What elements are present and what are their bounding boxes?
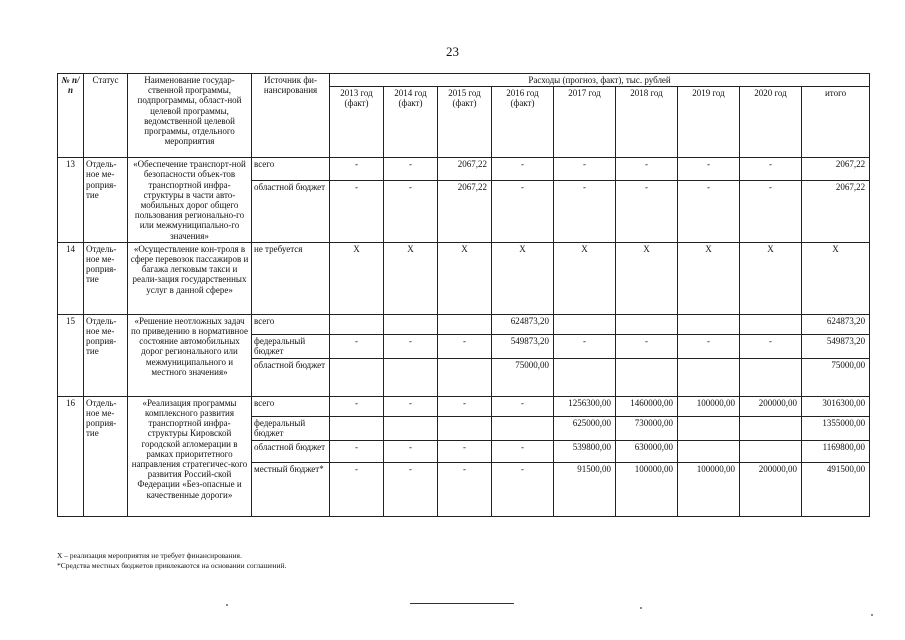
row-value <box>678 440 740 462</box>
row-value: - <box>330 158 384 181</box>
row-value <box>678 358 740 396</box>
header-name: Наименование государ-ственной программы, подпрограммы, област-ной целевой программы, ведомственной целевой программы, отдельного мероприятия <box>128 74 252 158</box>
row-value: - <box>330 440 384 462</box>
row-value: Х <box>384 242 438 314</box>
row-value: - <box>384 396 438 416</box>
row-value <box>740 416 802 440</box>
header-expenses: Расходы (прогноз, факт), тыс. рублей <box>330 74 870 87</box>
row-total: 2067,22 <box>802 181 870 242</box>
row-value: 549873,20 <box>492 334 554 358</box>
row-value: Х <box>438 242 492 314</box>
row-value: 625000,00 <box>554 416 616 440</box>
row-total: 549873,20 <box>802 334 870 358</box>
row-value: - <box>740 181 802 242</box>
row-source: федеральный бюджет <box>252 416 330 440</box>
row-value <box>616 358 678 396</box>
row-value: - <box>330 334 384 358</box>
table-row <box>58 158 870 181</box>
row-value <box>438 416 492 440</box>
row-name: «Решение неотложных задач по приведению в нормативное состояние автомобильных дорог регионального или межмуниципального и местного значения» <box>128 314 252 396</box>
row-source: областной бюджет <box>252 358 330 396</box>
header-year: 2013 год (факт) <box>330 87 384 158</box>
row-value: 539800,00 <box>554 440 616 462</box>
row-value: - <box>740 334 802 358</box>
row-value: 100000,00 <box>616 462 678 516</box>
header-total: итого <box>802 87 870 158</box>
row-source: местный бюджет* <box>252 462 330 516</box>
row-value: - <box>384 440 438 462</box>
row-status: Отдель-ное ме-роприя-тие <box>84 158 128 243</box>
row-value <box>740 440 802 462</box>
row-value: - <box>678 158 740 181</box>
row-num: 16 <box>58 396 84 516</box>
row-value: - <box>740 158 802 181</box>
row-value <box>330 416 384 440</box>
row-source: областной бюджет <box>252 440 330 462</box>
row-value: - <box>616 181 678 242</box>
header-year: 2015 год (факт) <box>438 87 492 158</box>
row-value: Х <box>678 242 740 314</box>
row-value: - <box>678 334 740 358</box>
row-value: 100000,00 <box>678 396 740 416</box>
row-value: - <box>384 181 438 242</box>
row-num: 15 <box>58 314 84 396</box>
row-source: всего <box>252 158 330 181</box>
table-body <box>58 158 870 517</box>
scan-speck <box>226 604 228 606</box>
row-value: 1256300,00 <box>554 396 616 416</box>
row-value <box>678 314 740 334</box>
row-value <box>616 314 678 334</box>
table-row <box>58 314 870 334</box>
row-value <box>492 416 554 440</box>
row-value: - <box>438 396 492 416</box>
row-value <box>678 416 740 440</box>
header-num: № п/п <box>58 74 84 158</box>
row-total: 1169800,00 <box>802 440 870 462</box>
header-year: 2017 год <box>554 87 616 158</box>
header-year: 2014 год (факт) <box>384 87 438 158</box>
row-value: - <box>384 158 438 181</box>
scan-speck <box>640 607 642 609</box>
row-value <box>554 314 616 334</box>
row-num: 13 <box>58 158 84 243</box>
row-status: Отдель-ное ме-роприя-тие <box>84 242 128 314</box>
row-value: - <box>438 440 492 462</box>
row-value: 200000,00 <box>740 462 802 516</box>
row-value <box>438 358 492 396</box>
row-value: Х <box>492 242 554 314</box>
row-value: 75000,00 <box>492 358 554 396</box>
row-value: - <box>438 334 492 358</box>
row-value: 2067,22 <box>438 181 492 242</box>
row-value: 630000,00 <box>616 440 678 462</box>
table-row <box>58 242 870 314</box>
row-name: «Обеспечение транспорт-ной безопасности объек-тов транспортной инфра-структуры в части авто-мобильных дорог общего пользования регионально-го или межмуниципально-го значения» <box>128 158 252 243</box>
row-total: 3016300,00 <box>802 396 870 416</box>
row-value: - <box>678 181 740 242</box>
row-value: 2067,22 <box>438 158 492 181</box>
header-source: Источник фи-нансирования <box>252 74 330 158</box>
row-total: 491500,00 <box>802 462 870 516</box>
row-name: «Осуществление кон-троля в сфере перевозок пассажиров и багажа легковым такси и реали-зация государственных услуг в данной сфере» <box>128 242 252 314</box>
row-value: 91500,00 <box>554 462 616 516</box>
row-value: - <box>554 334 616 358</box>
row-value: - <box>616 158 678 181</box>
row-value: - <box>384 334 438 358</box>
header-status: Статус <box>84 74 128 158</box>
row-status: Отдель-ное ме-роприя-тие <box>84 314 128 396</box>
table-row <box>58 396 870 416</box>
row-value: Х <box>330 242 384 314</box>
row-value: 730000,00 <box>616 416 678 440</box>
row-total: 624873,20 <box>802 314 870 334</box>
header-year: 2018 год <box>616 87 678 158</box>
row-value: Х <box>616 242 678 314</box>
row-value: - <box>492 462 554 516</box>
row-value: - <box>330 181 384 242</box>
row-value: Х <box>554 242 616 314</box>
row-value: - <box>330 396 384 416</box>
row-value: - <box>492 181 554 242</box>
row-value: 1460000,00 <box>616 396 678 416</box>
row-total: Х <box>802 242 870 314</box>
row-value <box>384 358 438 396</box>
row-value: - <box>492 158 554 181</box>
row-source: всего <box>252 396 330 416</box>
row-value <box>740 358 802 396</box>
row-total: 2067,22 <box>802 158 870 181</box>
row-name: «Реализация программы комплексного развития транспортной инфра-структуры Кировской городской агломерации в рамках приоритетного направления стратегичес-кого развития Россий-ской Федерации «Без-опасные и качественные дороги» <box>128 396 252 516</box>
row-source: областной бюджет <box>252 181 330 242</box>
row-total: 75000,00 <box>802 358 870 396</box>
row-num: 14 <box>58 242 84 314</box>
header-year: 2016 год (факт) <box>492 87 554 158</box>
row-value <box>330 358 384 396</box>
row-value: - <box>492 396 554 416</box>
row-value: - <box>492 440 554 462</box>
row-value: 200000,00 <box>740 396 802 416</box>
row-value <box>384 314 438 334</box>
row-value: - <box>554 158 616 181</box>
row-source: всего <box>252 314 330 334</box>
header-year: 2019 год <box>678 87 740 158</box>
row-value: - <box>554 181 616 242</box>
row-value: - <box>616 334 678 358</box>
row-value <box>384 416 438 440</box>
row-value <box>740 314 802 334</box>
row-value: 100000,00 <box>678 462 740 516</box>
footnotes <box>57 551 286 571</box>
row-source: не требуется <box>252 242 330 314</box>
footnote: Х – реализация мероприятия не требует финансирования. <box>57 551 242 560</box>
header-year: 2020 год <box>740 87 802 158</box>
row-value: - <box>384 462 438 516</box>
row-value: - <box>330 462 384 516</box>
row-value <box>438 314 492 334</box>
row-status: Отдель-ное ме-роприя-тие <box>84 396 128 516</box>
row-value: 624873,20 <box>492 314 554 334</box>
row-value <box>330 314 384 334</box>
page-number: 23 <box>446 44 459 59</box>
expenses-table <box>57 73 870 517</box>
row-source: федеральный бюджет <box>252 334 330 358</box>
bottom-rule <box>410 603 514 604</box>
footnote: *Средства местных бюджетов привлекаются на основании соглашений. <box>57 561 287 570</box>
row-total: 1355000,00 <box>802 416 870 440</box>
row-value <box>554 358 616 396</box>
row-value: Х <box>740 242 802 314</box>
scan-speck <box>871 614 873 616</box>
row-value: - <box>438 462 492 516</box>
